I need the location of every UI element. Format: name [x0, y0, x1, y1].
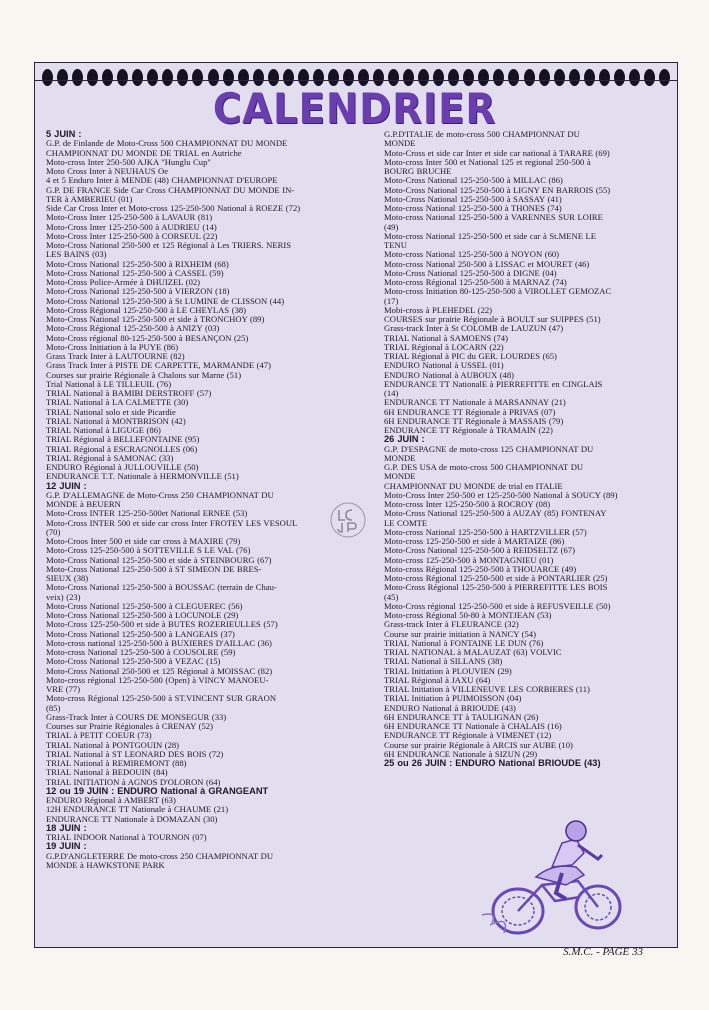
event-line: TRIAL à PETIT COEUR (73): [46, 730, 152, 741]
event-line: Courses sur Prairie Régionales à CRENAY (52): [46, 721, 213, 731]
header-rule: [34, 80, 678, 81]
event-line: G.P.D'ITALIE de moto-cross 500 CHAMPIONNAT DU: [384, 129, 580, 139]
event-line: Moto-Cross National 125-250-500 à AUZAY (85) FONTENAY: [384, 508, 607, 519]
event-line: 6H ENDURANCE TT Régionale à MASSAIS (79): [384, 415, 564, 426]
border-dot: [388, 69, 399, 86]
event-line: TRIAL Régional à PIC du GER. LOURDES (65): [384, 351, 557, 361]
border-dot: [433, 69, 444, 86]
event-line: Grass-track Inter à FLEURANCE (32): [384, 619, 519, 630]
event-line: Moto-Cross National 125-250-500 à LIGNY EN BARROIS (55): [384, 184, 611, 195]
event-line: CHAMPIONNAT DU MONDE de trial en ITALIE: [384, 480, 563, 491]
border-dot: [132, 69, 143, 86]
event-line: ENDURANCE TT Régionale à VIMENET (12): [384, 730, 552, 741]
border-dot: [448, 69, 459, 86]
event-line: TRIAL Initiation à PLOUVIEN (29): [384, 665, 512, 676]
event-line: Moto-cross Inter 500 et National 125 et regional 250-500 à: [384, 156, 591, 167]
border-dot: [659, 69, 670, 86]
event-line: Moto-cross Régional 50-80 à MONTJEAN (53): [384, 610, 552, 620]
event-line: TRIAL National à BEDOUIN (84): [46, 767, 168, 778]
event-line: Courses sur prairie Régionale à Chalons sur Marne (51): [46, 369, 242, 380]
event-line: Moto-Cross National 250-500 et 125 Régional à MOISSAC (82): [46, 665, 273, 676]
event-line: ENDURANCE T.T. Nationale à HERMONVILLE (51): [46, 471, 239, 482]
event-line: Moto-Cross National 250-500 et 125 Régional à Les TRIERS. NERIS: [46, 240, 292, 250]
event-line: Moto-cross Initiation 80-125-250-500 à VIROLLET GEMOZAC: [384, 286, 612, 297]
event-line: TRIAL National à LA CALMETTE (30): [46, 397, 189, 408]
event-line: G.P. D'ESPAGNE de moto-cross 125 CHAMPIONNAT DU: [384, 443, 594, 454]
event-line: Moto-Cross régional 125-250-500 et side à REFUSVEILLE (50): [384, 600, 611, 611]
event-line: TRIAL Régional à ESCRAGNOLLES (06): [46, 443, 198, 454]
event-line: TRIAL National à PONTGOUIN (28): [46, 739, 180, 750]
event-line: COURSES sur prairie Régionale à BOULT sur SUIPPES (51): [384, 314, 601, 324]
event-line: Moto-Cross Inter 125-250-500 à CORSEUL (22): [46, 230, 218, 241]
event-line: Moto-Cross National 125-250-500 à LANGEAIS (37): [46, 628, 235, 639]
border-dot: [42, 69, 53, 86]
event-line: (14): [384, 388, 399, 398]
event-line: Moto-Cross National 125-250-500 à RIXHEIM (68): [46, 258, 229, 269]
event-line: Side Car Cross Inter et Moto-cross 125-250-500 National à ROEZE (72): [46, 203, 301, 213]
event-line: Moto-cross Régional 125-250-500 et side à PONTARLIER (25): [384, 573, 608, 583]
event-line: TRIAL National à FONTAINE LE DUN (76): [384, 637, 544, 648]
event-line: TRIAL National à MONTBRISON (42): [46, 415, 186, 426]
event-line: ENDURO National à USSEL (01): [384, 360, 504, 371]
event-line: (45): [384, 591, 399, 602]
border-dot: [162, 69, 173, 86]
event-line: Moto-Cross 125-250-500 à SOTTEVILLE S LE VAL (76): [46, 545, 251, 556]
border-dot: [102, 69, 113, 86]
event-line: Grass-track Inter à St COLOMB de LAUZUN (47): [384, 323, 564, 334]
event-line: 6H ENDURANCE TT Régionale à PRIVAS (07): [384, 406, 556, 417]
event-line: TRIAL National à BAMIBI DERSTROFF (57): [46, 388, 212, 398]
date-heading: 26 JUIN :: [384, 434, 425, 445]
event-line: ENDURO Régional à JULLOUVILLE (50): [46, 462, 199, 472]
event-line: Moto-Cross National 125-250-500 à CLEGUEREC (56): [46, 600, 243, 611]
lcjp-stamp-logo: [328, 500, 368, 540]
event-line: ENDURO National à BRIOUDE (43): [384, 702, 516, 713]
border-dot: [584, 69, 595, 86]
event-line: Moto-cross Régional 125-250-500 à MARNAZ (74): [384, 277, 567, 287]
border-dot: [418, 69, 429, 86]
event-line: TRIAL Régional à SAMONAC (33): [46, 452, 174, 463]
right-column: [384, 130, 669, 768]
event-line: Moto-cross Inter 250-500 AJKA "Hunglu Cup": [46, 156, 211, 167]
border-dot: [644, 69, 655, 86]
event-line: MONDE: [384, 471, 416, 482]
event-line: Course sur prairie initiation à NANCY (54): [384, 628, 536, 639]
event-line: TRIAL National à REMIREMONT (88): [46, 758, 187, 768]
event-line: veix) (23): [46, 591, 81, 602]
event-line: BOURG BRUCHE: [384, 166, 452, 176]
event-line: Moto-Cross Initiation à la PUYE (86): [46, 341, 179, 352]
border-dot: [358, 69, 369, 86]
border-dot: [192, 69, 203, 86]
border-dot: [147, 69, 158, 86]
border-dot: [539, 69, 550, 86]
event-line: MONDE à BEUERN: [46, 499, 121, 509]
border-dot: [508, 69, 519, 86]
event-line: ENDURANCE TT NationalE à PIERREFITTE en CINGLAIS: [384, 378, 603, 389]
event-line: ENDURO Régional à AMBERT (63): [46, 795, 176, 805]
event-line: 6H ENDURANCE TT à TAULIGNAN (26): [384, 711, 539, 722]
event-line: Moto-Croos Inter 500 et side car cross à MAXIRE (79): [46, 536, 241, 546]
event-line: G.P. D'ALLEMAGNE de Moto-Cross 250 CHAMPIONNAT DU: [46, 489, 274, 500]
event-line: TER à AMBERIEU (01): [46, 193, 133, 204]
event-line: Moto-cross National 125-250-500 à COUSOLRE (59): [46, 647, 236, 657]
event-line: VRE (77): [46, 684, 81, 694]
event-line: ENDURANCE TT Nationale à MARSANNAY (21): [384, 397, 566, 408]
event-line: 6H ENDURANCE Nationale à SIZUN (29): [384, 748, 538, 759]
event-line: (17): [384, 295, 399, 306]
event-line: Moto-cross 125-250-500 et side à MARTAIZE (86): [384, 536, 565, 546]
border-dot: [373, 69, 384, 86]
event-line: TRIAL NATIONAL à MALAUZAT (63) VOLVIC: [384, 647, 562, 657]
event-line: Moto-Cross Inter 125-250-500 à AUDRIEU (14): [46, 221, 217, 232]
event-line: Moto-Cross Police-Armée à DHUIZEL (02): [46, 277, 201, 287]
event-line: ENDURANCE TT Régionale à TRAMAIN (22): [384, 425, 553, 435]
date-heading: 19 JUIN :: [46, 841, 87, 852]
date-heading: 18 JUIN :: [46, 822, 87, 833]
border-dot: [328, 69, 339, 86]
event-line: Grass Track Inter à LAUTOURNE (82): [46, 351, 185, 361]
event-line: Trial National à LE TILLEUIL (76): [46, 378, 172, 389]
border-dot: [629, 69, 640, 86]
event-line: Moto-cross Régional 125-250-500 à THOUARCE (49): [384, 563, 577, 574]
border-dot: [554, 69, 565, 86]
event-line: Moto-Cross National 125-250-500 à ST SIMEON DE BRES-: [46, 563, 262, 574]
event-line: CHAMPIONNAT DU MONDE DE TRIAL en Autriche: [46, 147, 242, 158]
event-line: Moto-Cross National 125-250-500 à BOUSSAC (terrain de Chau-: [46, 582, 277, 593]
event-line: TRIAL Régional à BELLEFONTAINE (95): [46, 434, 200, 445]
border-dot: [177, 69, 188, 86]
event-line: Moto-cross National 250-500 à LISSAC et MOURET (46): [384, 258, 590, 269]
event-line: Moto Cross Inter à NEUHAUS Oe: [46, 166, 169, 176]
event-line: SIEUX (38): [46, 573, 89, 583]
event-line: Moto-Cross National 125-250-500 à LOCUNOLE (29): [46, 610, 239, 620]
border-dot: [268, 69, 279, 86]
event-line: Moto-cross régional 125-250-500 (Open) à VINCY MANOEU-: [46, 674, 269, 685]
event-line: LES BAINS (03): [46, 249, 107, 260]
border-dot: [253, 69, 264, 86]
border-dot: [283, 69, 294, 86]
event-line: Moto-cross Régional 125-250-500 à ST.VINCENT SUR GRAON: [46, 693, 277, 704]
border-dot: [524, 69, 535, 86]
event-line: MONDE: [384, 452, 416, 463]
event-line: Moto-cross Inter 125-250-500 à ROCROY (08): [384, 499, 551, 509]
border-dot: [117, 69, 128, 86]
event-line: Grass Track Inter à PISTE DE CARPETTE, MARMANDE (47): [46, 360, 271, 371]
border-dot: [403, 69, 414, 86]
event-line: Moto-Cross National 125-250-500 et side à TRONCHOY (89): [46, 314, 265, 324]
event-line: Moto-Cross INTER 125-250-500et National ERNEE (53): [46, 508, 248, 519]
event-line: TRIAL Initiation à PUIMOISSON (04): [384, 693, 522, 704]
event-line: ENDURANCE TT Nationale à DOMAZAN (30): [46, 813, 218, 824]
event-line: Moto-Cross Inter 250-500 et 125-250-500 National à SOUCY (89): [384, 489, 618, 500]
border-dot: [614, 69, 625, 86]
event-line: G.P. DES USA de moto-cross 500 CHAMPIONNAT DU: [384, 462, 584, 472]
motocross-rider-illustration: [480, 815, 630, 940]
event-line: TRIAL National à SILLANS (38): [384, 656, 503, 667]
event-line: TRIAL National à SAMOENS (74): [384, 332, 508, 343]
event-line: (85): [46, 702, 61, 713]
event-line: Moto-Cross régional 80-125-250-500 à BESANÇON (25): [46, 332, 249, 343]
event-line: Moto-cross National 125-250-500 à THONES (74): [384, 203, 562, 213]
event-line: Grass-Track Inter à COURS DE MONSEGUR (33): [46, 711, 227, 722]
border-dot: [72, 69, 83, 86]
border-dot: [569, 69, 580, 86]
event-line: G.P.D'ANGLETERRE De moto-cross 250 CHAMPIONNAT DU: [46, 850, 274, 861]
event-line: Moto-cross National 125-250-500 à HARTZVILLER (57): [384, 526, 587, 537]
date-heading: 12 JUIN :: [46, 480, 87, 491]
event-line: 4 et 5 Enduro Inter à MENDE (48) CHAMPIONNAT D'EUROPE: [46, 175, 278, 186]
border-dot: [298, 69, 309, 86]
event-line: Moto-Cross National 125-250-500 à MILLAC (86): [384, 175, 563, 186]
date-heading: 12 ou 19 JUIN : ENDURO National à GRANGEANT: [46, 785, 269, 796]
event-line: ENDURO National à AUBOUX (48): [384, 369, 515, 380]
event-line: Moto-cross national 125-250-500 à BUXIERES D'AILLAC (36): [46, 637, 272, 648]
page-title: CALENDRIER: [212, 84, 497, 133]
event-line: MONDE à HAWKSTONE PARK: [46, 859, 165, 870]
border-dot: [87, 69, 98, 86]
border-dot: [57, 69, 68, 86]
event-line: Moto-Cross National 125-250-500 à St LUMINE de CLISSON (44): [46, 295, 285, 306]
event-line: Moto-cross National 125-250-500 à NOYON (60): [384, 249, 560, 260]
event-line: TRIAL Initiation à VILLENEUVE LES CORBIERES (11): [384, 684, 590, 694]
event-line: Moto-Cross Inter 125-250-500 à LAVAUR (81): [46, 212, 213, 223]
event-line: Moto-cross National 125-250-500 et side car à St.MENE LE: [384, 230, 597, 241]
event-line: TRIAL INITIATION à AGNOS D'OLORON (64): [46, 776, 221, 787]
event-line: TRIAL Régional à JAXU (64): [384, 674, 491, 685]
date-heading: 25 ou 26 JUIN : ENDURO National BRIOUDE (43): [384, 758, 601, 768]
event-line: Mobi-cross à PLEHEDEL (22): [384, 304, 493, 315]
event-line: Moto-Cross Régional 125-250-500 à ANIZY (03): [46, 323, 220, 334]
border-dot: [478, 69, 489, 86]
border-dot: [223, 69, 234, 86]
event-line: Course sur prairie Régionale à ARCIS sur AUBE (10): [384, 739, 573, 750]
event-line: Moto-Cross et side car Inter et side car national à TARARE (69): [384, 147, 610, 158]
event-line: TRIAL National solo et side Picardie: [46, 406, 176, 417]
event-line: Moto-Cross National 125-250-500 à CASSEL (59): [46, 267, 224, 278]
left-column: [46, 130, 358, 870]
event-line: TENU: [384, 240, 407, 250]
page-footer: S.M.C. - PAGE 33: [563, 946, 643, 958]
event-line: (49): [384, 221, 399, 232]
border-dot: [599, 69, 610, 86]
event-line: Moto-Cross National 125-250-500 à DIGNE (04): [384, 267, 557, 278]
event-line: G.P. DE FRANCE Side Car Cross CHAMPIONNAT DU MONDE IN-: [46, 184, 295, 195]
event-line: Moto-Cross National 125-250-500 à REIDSELTZ (67): [384, 545, 575, 556]
event-line: Moto-Cross 125-250-500 et side à BUTES ROZERIEULLES (57): [46, 619, 278, 630]
event-line: Moto-Cross National 125-250-500 à VIERZON (18): [46, 286, 230, 297]
event-line: Moto-Cross National 125-250-500 et side à STEINBOURG (67): [46, 554, 272, 565]
event-line: 6H ENDURANCE TT Nationale à CHALAIS (16): [384, 721, 562, 731]
event-line: TRIAL National à LIGUGE (86): [46, 425, 161, 435]
event-line: G.P. de Finlande de Moto-Cross 500 CHAMPIONNAT DU MONDE: [46, 138, 288, 149]
border-dot: [238, 69, 249, 86]
border-dot: [208, 69, 219, 86]
border-dot: [493, 69, 504, 86]
border-dot: [343, 69, 354, 86]
date-heading: 5 JUIN :: [46, 129, 82, 139]
event-line: TRIAL National à ST LEONARD DES BOIS (72): [46, 748, 224, 759]
event-line: Moto-Cross National 125-250-500 à SASSAY (41): [384, 193, 562, 204]
event-line: Moto-cross 125-250-500 à MONTAGNIEU (01): [384, 554, 554, 565]
event-line: Moto-Cross National 125-250-500 à VEZAC (15): [46, 656, 221, 667]
event-line: Moto-Cross INTER 500 et side car cross Inter FROTEY LES VESOUL: [46, 517, 298, 528]
event-line: MONDE: [384, 138, 416, 149]
event-line: TRIAL Régional à LOCARN (22): [384, 341, 504, 352]
event-line: Moto-cross National 125-250-500 à VARENNES SUR LOIRE: [384, 212, 603, 223]
event-line: Moto-Cross Régional 125-250-500 à LE CHEYLAS (38): [46, 304, 247, 315]
event-line: LE COMTE: [384, 517, 428, 528]
event-line: Moto-Cross Régional 125-250-500 à PIERREFITTE LES BOIS: [384, 582, 608, 593]
border-dot: [313, 69, 324, 86]
event-line: TRIAL INDOOR National à TOURNON (07): [46, 832, 207, 842]
event-line: 12H ENDURANCE TT Nationale à CHAUME (21): [46, 804, 229, 815]
border-dot: [463, 69, 474, 86]
event-line: (70): [46, 526, 61, 537]
